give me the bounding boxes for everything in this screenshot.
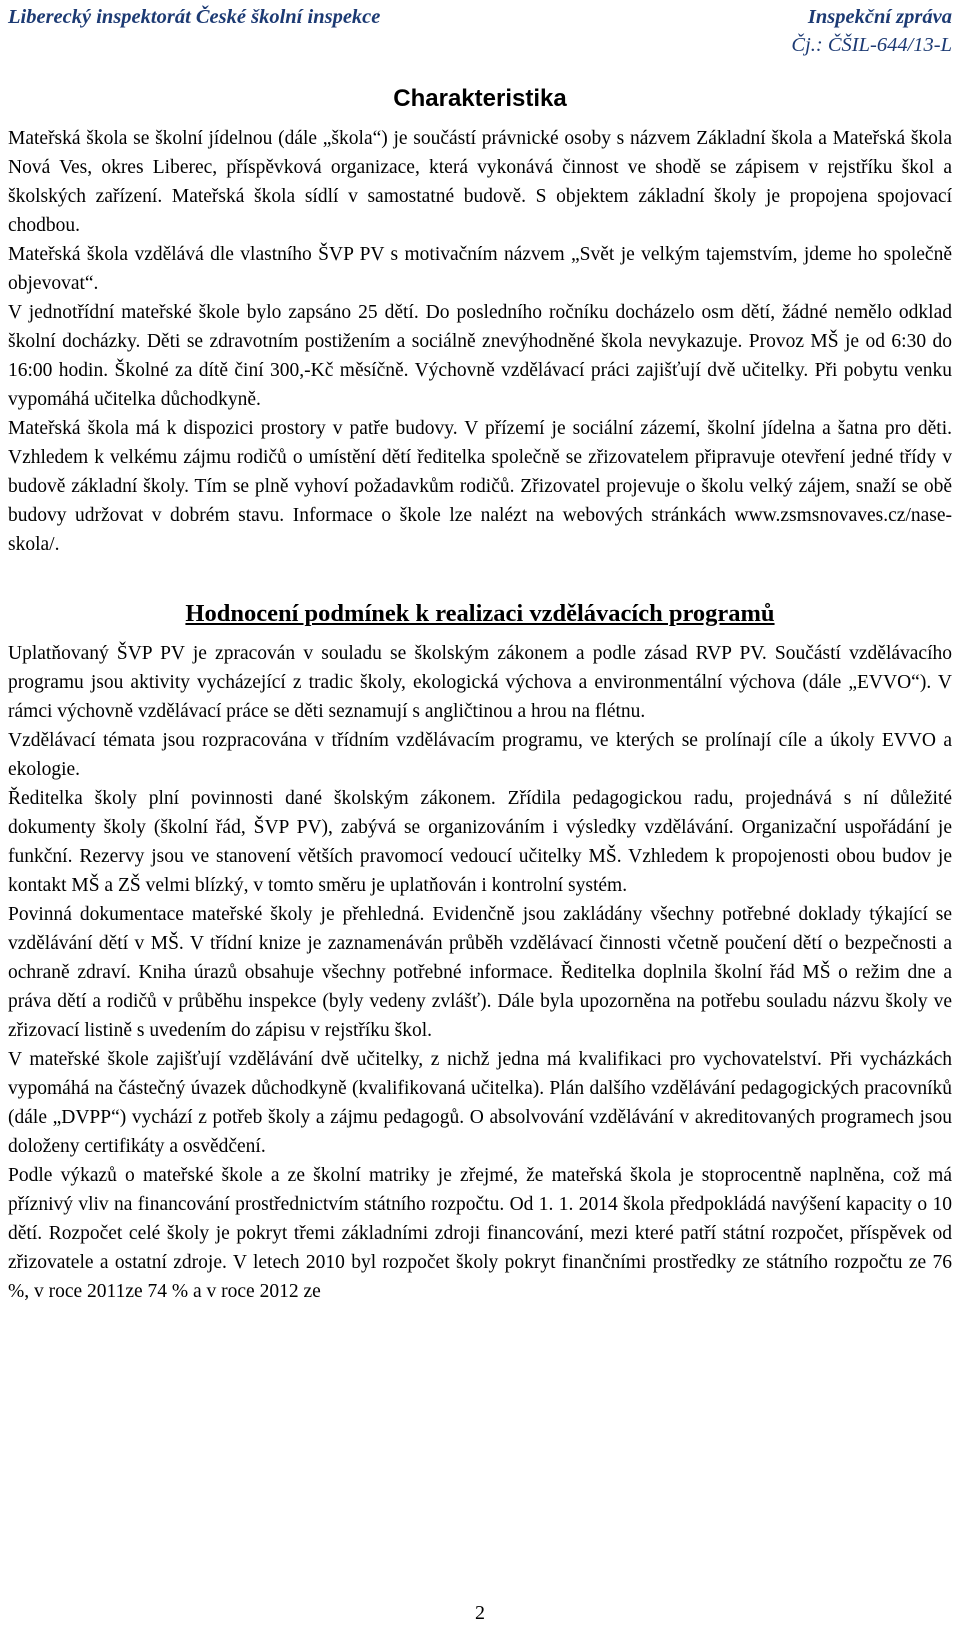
inspectorate-name: Liberecký inspektorát České školní inspekce [8, 6, 381, 28]
page-header [8, 2, 952, 62]
paragraph: V jednotřídní mateřské škole bylo zapsáno 25 dětí. Do posledního ročníku docházelo osm dětí, žádné nemělo odklad školní docházky. Děti se zdravotním postižením a sociálně znevýhodněné škola nevykazuje. Provoz MŠ je od 6:30 do 16:00 hodin. Školné za dítě činí 300,-Kč měsíčně. Výchovně vzdělávací práci zajišťují dvě učitelky. Při pobytu venku vypomáhá učitelka důchodkyně. [8, 301, 952, 410]
report-type: Inspekční zpráva [807, 6, 952, 28]
paragraph: Vzdělávací témata jsou rozpracována v třídním vzdělávacím programu, ve kterých se prolínají cíle a úkoly EVVO a ekologie. [8, 729, 952, 780]
paragraph: Mateřská škola vzdělává dle vlastního ŠVP PV s motivačním názvem „Svět je velkým tajemstvím, jdeme ho společně objevovat“. [8, 243, 952, 294]
paragraph: Mateřská škola má k dispozici prostory v patře budovy. V přízemí je sociální zázemí, školní jídelna a šatna pro děti. Vzhledem k velkému zájmu rodičů o umístění dětí ředitelka společně se zřizovatelem připravuje otevření jedné třídy v budově základní školy. Tím se plně vyhoví požadavkům rodičů. Zřizovatel projevuje o školu velký zájem, snaží se obě budovy udržovat v dobrém stavu. Informace o škole lze nalézt na webových stránkách www.zsmsnovaves.cz/nase-skola/. [8, 417, 952, 555]
paragraph: Uplatňovaný ŠVP PV je zpracován v souladu se školským zákonem a podle zásad RVP PV. Součástí vzdělávacího programu jsou aktivity vycházející z tradic školy, ekologická výchova a environmentální výchova (dále „EVVO“). V rámci výchovně vzdělávací práce se děti seznamují s angličtinou a hrou na flétnu. [8, 642, 952, 722]
paragraph: Ředitelka školy plní povinnosti dané školským zákonem. Zřídila pedagogickou radu, projednává s ní důležité dokumenty školy (školní řád, ŠVP PV), zabývá se organizováním i výsledky vzdělávání. Organizační uspořádání je funkční. Rezervy jsou ve stanovení větších pravomocí vedoucí učitelky MŠ. Vzhledem k propojenosti obou budov je kontakt MŠ a ZŠ velmi blízký, v tomto směru je uplatňován i kontrolní systém. [8, 787, 952, 896]
section-characteristics [8, 82, 952, 559]
paragraph: Podle výkazů o mateřské škole a ze školní matriky je zřejmé, že mateřská škola je stoprocentně naplněna, což má příznivý vliv na financování prostřednictvím státního rozpočtu. Od 1. 1. 2014 škola předpokládá navýšení kapacity o 10 dětí. Rozpočet celé školy je pokryt třemi základními zdroji financování, mezi které patří státní rozpočet, příspěvek od zřizovatele a ostatní zdroje. V letech 2010 byl rozpočet školy pokryt finančními prostředky ze státního rozpočtu ze 76 %, v roce 2011ze 74 % a v roce 2012 ze [8, 1164, 952, 1302]
paragraph: Povinná dokumentace mateřské školy je přehledná. Evidenčně jsou zakládány všechny potřebné doklady týkající se vzdělávání dětí v MŠ. V třídní knize je zaznamenáván průběh vzdělávací činnosti včetně poučení dětí o bezpečnosti a ochraně zdraví. Kniha úrazů obsahuje všechny potřebné informace. Ředitelka doplnila školní řád MŠ o režim dne a práva dětí a rodičů v průběhu inspekce (byly vedeny zvlášť). Dále byla upozorněna na potřebu souladu názvu školy ve zřizovací listině s uvedením do zápisu v rejstříku škol. [8, 903, 952, 1041]
section-evaluation [8, 597, 952, 1306]
section-title-evaluation: Hodnocení podmínek k realizaci vzdělávacích programů [185, 599, 775, 627]
page-number: 2 [475, 1602, 485, 1624]
reference-number: Čj.: ČŠIL-644/13-L [791, 34, 952, 56]
section-title-characteristics: Charakteristika [393, 85, 567, 112]
paragraph: Mateřská škola se školní jídelnou (dále „škola“) je součástí právnické osoby s názvem Základní škola a Mateřská škola Nová Ves, okres Liberec, příspěvková organizace, která vykonává činnost ve shodě se zápisem v rejstříku škol a školských zařízení. Mateřská škola sídlí v samostatné budově. S objektem základní školy je propojena spojovací chodbou. [8, 127, 952, 236]
document-body [8, 82, 952, 1306]
paragraph: V mateřské škole zajišťují vzdělávání dvě učitelky, z nichž jedna má kvalifikaci pro vychovatelství. Při vycházkách vypomáhá na částečný úvazek důchodkyně (kvalifikovaná učitelka). Plán dalšího vzdělávání pedagogických pracovníků (dále „DVPP“) vychází z potřeb školy a zájmu pedagogů. O absolvování vzdělávání v akreditovaných programech jsou doloženy certifikáty a osvědčení. [8, 1048, 952, 1157]
